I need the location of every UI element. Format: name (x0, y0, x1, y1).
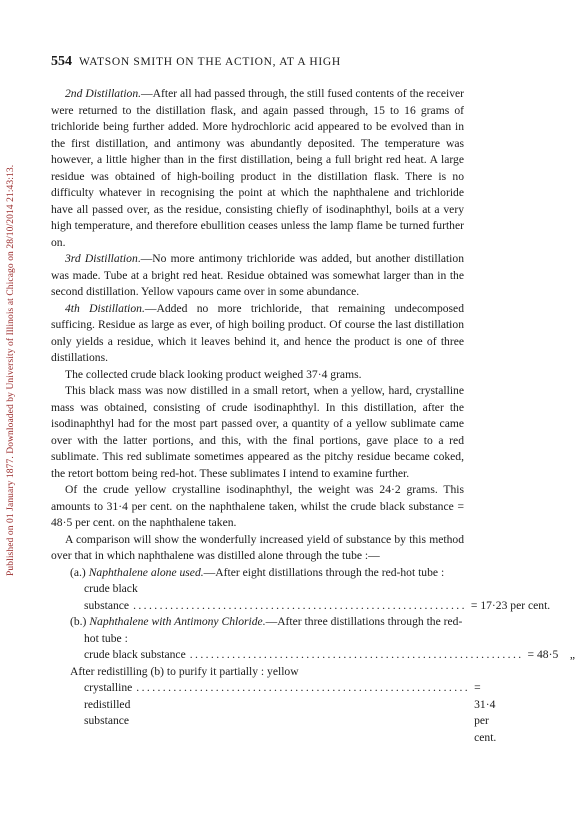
paragraph-text: —After all had passed through, the still fused contents of the receiver were returned to the distillation flask, and again passed through, 15 to 16 grams of trichloride being further added. More hydrochloric acid appeared to be evolved than in the first distillation, and antimony was abundantly deposited. The temperature was however, a little higher than in the first distillation, being a full bright red heat. A large residue was obtained of high-boiling product in the distillation flask. There is no difficulty whatever in recognising the point at which the naphthalene and trichloride have all passed over, as the residue, consisting chiefly of isodinaphthyl, boils at a very high temperature, and therefore ebullition ceases unless the lamp flame be turned further on. (51, 87, 464, 249)
item-label: Naphthalene with Antimony Chloride. (89, 615, 266, 628)
row-value: = 48·5 „ (527, 648, 575, 661)
dot-leader: ............................................................... (189, 648, 524, 661)
publication-side-note: Published on 01 January 1877. Downloaded by University of Illinois at Chicago on 28/10/2014 21:43:13. (6, 164, 16, 576)
comparison-row-c (51, 680, 497, 746)
row-label: crystalline redistilled substance (84, 681, 133, 727)
paragraph-comparison-intro: A comparison will show the wonderfully increased yield of substance by this method over that in which naphthalene was distilled alone through the tube :— (51, 532, 464, 562)
comparison-list (51, 565, 575, 747)
item-text: —After three distillations through the red-hot tube : (84, 615, 463, 645)
row-label: crude black substance (84, 648, 186, 661)
paragraph-label: 4th Distillation. (65, 301, 145, 315)
page-header (51, 54, 461, 72)
paragraph-crude-product-weight: The collected crude black looking product weighed 37·4 grams. (65, 367, 362, 381)
row-value: = 31·4 per cent. (474, 681, 497, 744)
paragraph-retort-distillation: This black mass was now distilled in a small retort, when a yellow, hard, crystalline mass was obtained, consisting of crude isodinaphthyl. In this distillation, after the isodinaphthyl had for the most part passed over, a quantity of a yellow sublimate came over with the latter portions, and this, with the final portions, gave place to a red sublimate. This red sublimate sometimes appeared as the pitchy residue became coked, the retort bottom being red-hot. These sublimates I intend to examine further. (51, 384, 464, 480)
item-marker: (b.) (70, 615, 87, 628)
paragraph-2nd-distillation (51, 86, 464, 251)
paragraph-text: .—No more antimony trichloride was added, but another distillation was made. Tube at a bright red heat. Residue obtained was somewhat larger than in the second distillation. Yellow vapours came over in some abundance. (51, 252, 464, 298)
item-marker: (a.) (70, 565, 86, 579)
page-number: 554 (51, 54, 72, 69)
comparison-row-b (51, 647, 575, 664)
comparison-row-a (51, 598, 551, 615)
paragraph-label: 3rd Distillation (65, 252, 138, 265)
running-title: WATSON SMITH ON THE ACTION, AT A HIGH (79, 56, 341, 68)
comparison-item-a (65, 565, 464, 598)
item-text: —After eight distillations through the red-hot tube : crude black (84, 565, 445, 595)
comparison-item-b (65, 614, 464, 647)
paragraph-label: 2nd Distillation. (65, 87, 142, 100)
paragraph-text: —Added no more trichloride, that remaining undecomposed sufficing. Residue as large as ever, of high boiling product. Of course the last distillation only yields a residue, which it leaves behind it, and hence the product is one of three distillations. (51, 301, 464, 364)
paragraph-4th-distillation (51, 301, 464, 367)
article-body (51, 86, 575, 746)
paragraph-3rd-distillation (51, 251, 464, 301)
dot-leader: ............................................................... (133, 598, 467, 612)
row-value: = 17·23 per cent. (470, 598, 551, 612)
comparison-item-c: After redistilling (b) to purify it partially : yellow (70, 664, 299, 678)
row-label: substance (84, 598, 130, 612)
item-label: Naphthalene alone used. (88, 565, 204, 579)
dot-leader: ............................................................... (136, 681, 471, 694)
paragraph-isodinaphthyl-yield: Of the crude yellow crystalline isodinaphthyl, the weight was 24·2 grams. This amounts to 31·4 per cent. on the naphthalene taken, whilst the crude black substance = 48·5 per cent. on the naphthalene taken. (51, 483, 464, 529)
